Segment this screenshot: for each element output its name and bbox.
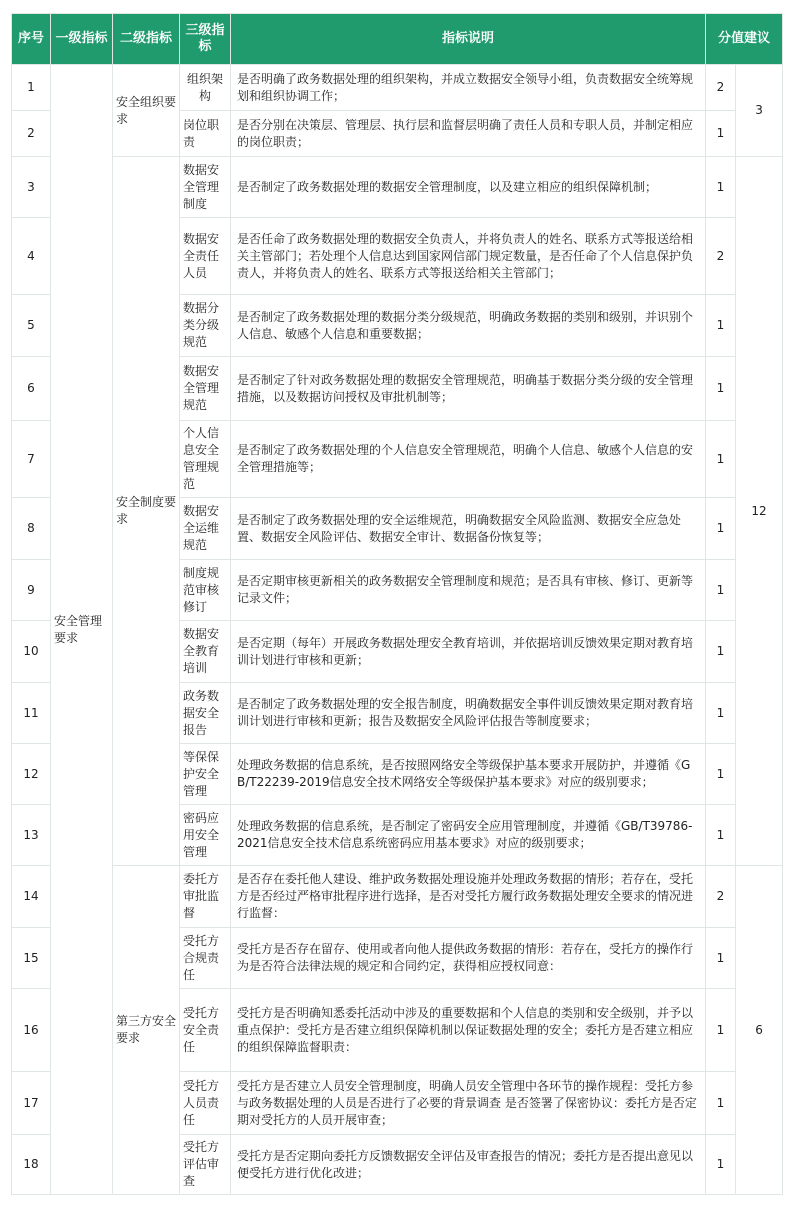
lvl3-cell: 委托方审批监督 xyxy=(180,866,231,928)
group-total: 6 xyxy=(736,866,783,1195)
score-cell: 1 xyxy=(706,357,736,421)
table-row xyxy=(12,65,783,111)
row-seq: 14 xyxy=(12,866,51,928)
row-seq: 15 xyxy=(12,928,51,989)
lvl3-cell: 受托方评估审查 xyxy=(180,1135,231,1195)
lvl3-cell: 等保保护安全管理 xyxy=(180,744,231,805)
lvl3-cell: 受托方合规责任 xyxy=(180,928,231,989)
lvl1-cell: 安全管理要求 xyxy=(51,65,113,1195)
row-seq: 12 xyxy=(12,744,51,805)
desc-cell: 是否制定了政务数据处理的数据安全管理制度，以及建立相应的组织保障机制； xyxy=(231,157,706,218)
desc-cell: 是否定期（每年）开展政务数据处理安全教育培训，并依据培训反馈效果定期对教育培训计划进行审核和更新； xyxy=(231,621,706,683)
score-cell: 1 xyxy=(706,989,736,1072)
score-cell: 1 xyxy=(706,683,736,744)
desc-cell: 是否分别在决策层、管理层、执行层和监督层明确了责任人员和专职人员，并制定相应的岗位职责； xyxy=(231,111,706,157)
desc-cell: 是否制定了针对政务数据处理的数据安全管理规范，明确基于数据分类分级的安全管理措施，以及数据访问授权及审批机制等； xyxy=(231,357,706,421)
lvl3-cell: 数据安全管理规范 xyxy=(180,357,231,421)
lvl3-cell: 受托方人员责任 xyxy=(180,1072,231,1135)
header-score: 分值建议 xyxy=(706,14,783,65)
score-cell: 1 xyxy=(706,111,736,157)
table-header xyxy=(12,14,783,65)
score-cell: 1 xyxy=(706,560,736,621)
row-seq: 7 xyxy=(12,421,51,498)
row-seq: 8 xyxy=(12,498,51,560)
score-cell: 1 xyxy=(706,498,736,560)
score-cell: 1 xyxy=(706,744,736,805)
score-cell: 1 xyxy=(706,421,736,498)
row-seq: 17 xyxy=(12,1072,51,1135)
row-seq: 11 xyxy=(12,683,51,744)
lvl3-cell: 组织架构 xyxy=(180,65,231,111)
lvl3-cell: 受托方安全责任 xyxy=(180,989,231,1072)
lvl3-cell: 制度规范审核修订 xyxy=(180,560,231,621)
desc-cell: 是否制定了政务数据处理的数据分类分级规范，明确政务数据的类别和级别，并识别个人信息、敏感个人信息和重要数据； xyxy=(231,295,706,357)
desc-cell: 处理政务数据的信息系统，是否按照网络安全等级保护基本要求开展防护，并遵循《GB/T22239-2019信息安全技术网络安全等级保护基本要求》对应的级别要求； xyxy=(231,744,706,805)
desc-cell: 受托方是否存在留存、使用或者向他人提供政务数据的情形：若存在，受托方的操作行为是否符合法律法规的规定和合同约定，获得相应授权同意： xyxy=(231,928,706,989)
row-seq: 10 xyxy=(12,621,51,683)
header-desc: 指标说明 xyxy=(231,14,706,65)
lvl3-cell: 岗位职责 xyxy=(180,111,231,157)
group-total: 3 xyxy=(736,65,783,157)
score-cell: 1 xyxy=(706,621,736,683)
row-seq: 1 xyxy=(12,65,51,111)
desc-cell: 处理政务数据的信息系统，是否制定了密码安全应用管理制度，并遵循《GB/T39786-2021信息安全技术信息系统密码应用基本要求》对应的级别要求； xyxy=(231,805,706,866)
score-cell: 1 xyxy=(706,1072,736,1135)
score-cell: 1 xyxy=(706,157,736,218)
lvl3-cell: 密码应用安全管理 xyxy=(180,805,231,866)
lvl2-cell: 安全制度要求 xyxy=(113,157,180,866)
row-seq: 9 xyxy=(12,560,51,621)
desc-cell: 是否定期审核更新相关的政务数据安全管理制度和规范；是否具有审核、修订、更新等记录文件； xyxy=(231,560,706,621)
desc-cell: 是否制定了政务数据处理的安全运维规范，明确数据安全风险监测、数据安全应急处置、数据安全风险评估、数据安全审计、数据备份恢复等； xyxy=(231,498,706,560)
desc-cell: 是否存在委托他人建设、维护政务数据处理设施并处理政务数据的情形；若存在，受托方是否经过严格审批程序进行选择，是否对受托方履行政务数据处理安全要求的情况进行监督： xyxy=(231,866,706,928)
score-cell: 2 xyxy=(706,218,736,295)
desc-cell: 是否制定了政务数据处理的安全报告制度，明确数据安全事件训反馈效果定期对教育培训计划进行审核和更新；报告及数据安全风险评估报告等制度要求； xyxy=(231,683,706,744)
row-seq: 4 xyxy=(12,218,51,295)
header-lvl1: 一级指标 xyxy=(51,14,113,65)
header-lvl3: 三级指标 xyxy=(180,14,231,65)
row-seq: 13 xyxy=(12,805,51,866)
table-row xyxy=(12,157,783,218)
score-cell: 2 xyxy=(706,65,736,111)
lvl3-cell: 个人信息安全管理规范 xyxy=(180,421,231,498)
row-seq: 6 xyxy=(12,357,51,421)
score-cell: 1 xyxy=(706,1135,736,1195)
row-seq: 18 xyxy=(12,1135,51,1195)
desc-cell: 是否明确了政务数据处理的组织架构，并成立数据安全领导小组，负责数据安全统筹规划和组织协调工作； xyxy=(231,65,706,111)
desc-cell: 受托方是否明确知悉委托活动中涉及的重要数据和个人信息的类别和安全级别，并予以重点保护：受托方是否建立组织保障机制以保证数据处理的安全；委托方是否建立相应的组织保障监督职责： xyxy=(231,989,706,1072)
row-seq: 3 xyxy=(12,157,51,218)
group-total: 12 xyxy=(736,157,783,866)
score-cell: 1 xyxy=(706,295,736,357)
row-seq: 2 xyxy=(12,111,51,157)
lvl3-cell: 数据安全运维规范 xyxy=(180,498,231,560)
lvl3-cell: 数据分类分级规范 xyxy=(180,295,231,357)
score-cell: 1 xyxy=(706,928,736,989)
indicator-table xyxy=(11,13,783,1195)
lvl2-cell: 安全组织要求 xyxy=(113,65,180,157)
desc-cell: 受托方是否建立人员安全管理制度，明确人员安全管理中各环节的操作规程：受托方参与政务数据处理的人员是否进行了必要的背景调查 是否签署了保密协议：委托方是否定期对受托方的人员开展审查； xyxy=(231,1072,706,1135)
lvl3-cell: 政务数据安全报告 xyxy=(180,683,231,744)
desc-cell: 是否任命了政务数据处理的数据安全负责人，并将负责人的姓名、联系方式等报送给相关主管部门；若处理个人信息达到国家网信部门规定数量，是否任命了个人信息保护负责人，并将负责人的姓名、联系方式等报送给相关主管部门； xyxy=(231,218,706,295)
score-cell: 2 xyxy=(706,866,736,928)
row-seq: 5 xyxy=(12,295,51,357)
lvl3-cell: 数据安全管理制度 xyxy=(180,157,231,218)
header-seq: 序号 xyxy=(12,14,51,65)
lvl3-cell: 数据安全教育培训 xyxy=(180,621,231,683)
row-seq: 16 xyxy=(12,989,51,1072)
desc-cell: 是否制定了政务数据处理的个人信息安全管理规范，明确个人信息、敏感个人信息的安全管理措施等； xyxy=(231,421,706,498)
header-lvl2: 二级指标 xyxy=(113,14,180,65)
score-cell: 1 xyxy=(706,805,736,866)
lvl3-cell: 数据安全责任人员 xyxy=(180,218,231,295)
lvl2-cell: 第三方安全要求 xyxy=(113,866,180,1195)
table-row xyxy=(12,866,783,928)
desc-cell: 受托方是否定期向委托方反馈数据安全评估及审查报告的情况；委托方是否提出意见以便受托方进行优化改进； xyxy=(231,1135,706,1195)
